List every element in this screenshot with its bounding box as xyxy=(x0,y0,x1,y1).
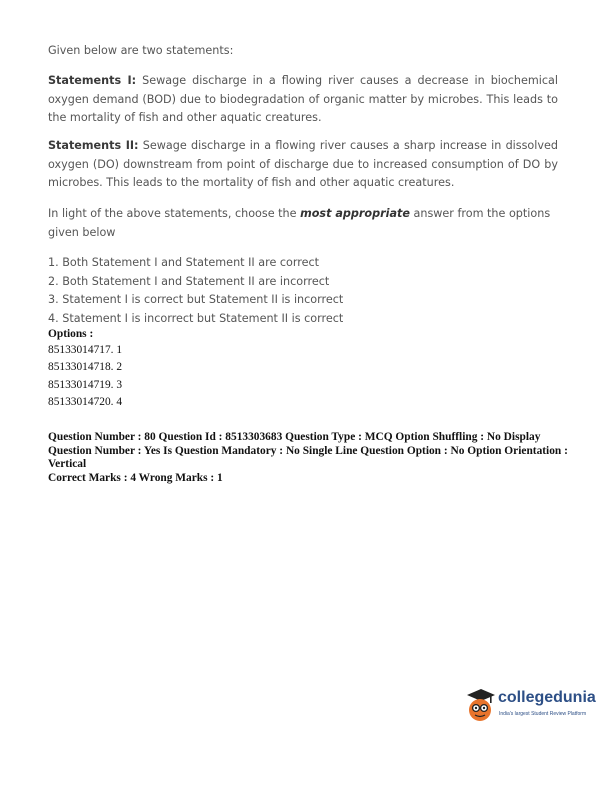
option-row: 85133014718. 2 xyxy=(48,361,123,374)
statement-2-text: Sewage discharge in a flowing river causes a sharp increase in dissolved oxygen (DO) downstream from point of discharge due to increased consumption of DO by microbes. This leads to the mortality of fish and other aquatic creatures. xyxy=(48,139,558,189)
question-prompt xyxy=(48,205,558,242)
collegedunia-logo xyxy=(463,686,595,730)
options-header: Options : xyxy=(48,328,94,340)
metadata-line-2: Correct Marks : 4 Wrong Marks : 1 xyxy=(48,472,223,485)
option-row: 85133014717. 1 xyxy=(48,343,123,356)
metadata-line-1: Question Number : 80 Question Id : 8513303683 Question Type : MCQ Option Shuffling : No Display Question Number : Yes Is Question Mandatory : No Single Line Question Option : No Option Orientation : Vertical xyxy=(48,431,568,471)
choice-item: 4. Statement I is incorrect but Statement II is correct xyxy=(48,311,344,325)
choice-item: 3. Statement I is correct but Statement II is incorrect xyxy=(48,293,344,307)
prompt-after: answer from the options given below xyxy=(48,207,551,239)
choice-item: 2. Both Statement I and Statement II are incorrect xyxy=(48,274,330,288)
mascot-icon xyxy=(463,686,497,726)
question-intro xyxy=(48,42,558,61)
option-row: 85133014719. 3 xyxy=(48,378,123,391)
logo-tagline: India's largest Student Review Platform xyxy=(499,711,587,717)
statement-2 xyxy=(48,137,558,193)
question-metadata xyxy=(48,431,578,486)
option-row: 85133014720. 4 xyxy=(48,396,123,409)
intro-text: Given below are two statements: xyxy=(48,44,234,57)
prompt-emphasis: most appropriate xyxy=(300,207,410,220)
statement-1 xyxy=(48,72,558,128)
options-list xyxy=(48,328,578,412)
statement-1-text: Sewage discharge in a flowing river causes a decrease in biochemical oxygen demand (BOD) due to biodegradation of organic matter by microbes. This leads to the mortality of fish and other aquatic creatures. xyxy=(48,74,558,124)
choice-item: 1. Both Statement I and Statement II are correct xyxy=(48,256,320,269)
answer-choices xyxy=(48,254,558,328)
statement-1-label: Statements I: xyxy=(48,74,137,87)
logo-brand-text: collegedunia xyxy=(498,689,596,706)
prompt-before: In light of the above statements, choose the xyxy=(48,207,301,220)
statement-2-label: Statements II: xyxy=(48,139,139,152)
